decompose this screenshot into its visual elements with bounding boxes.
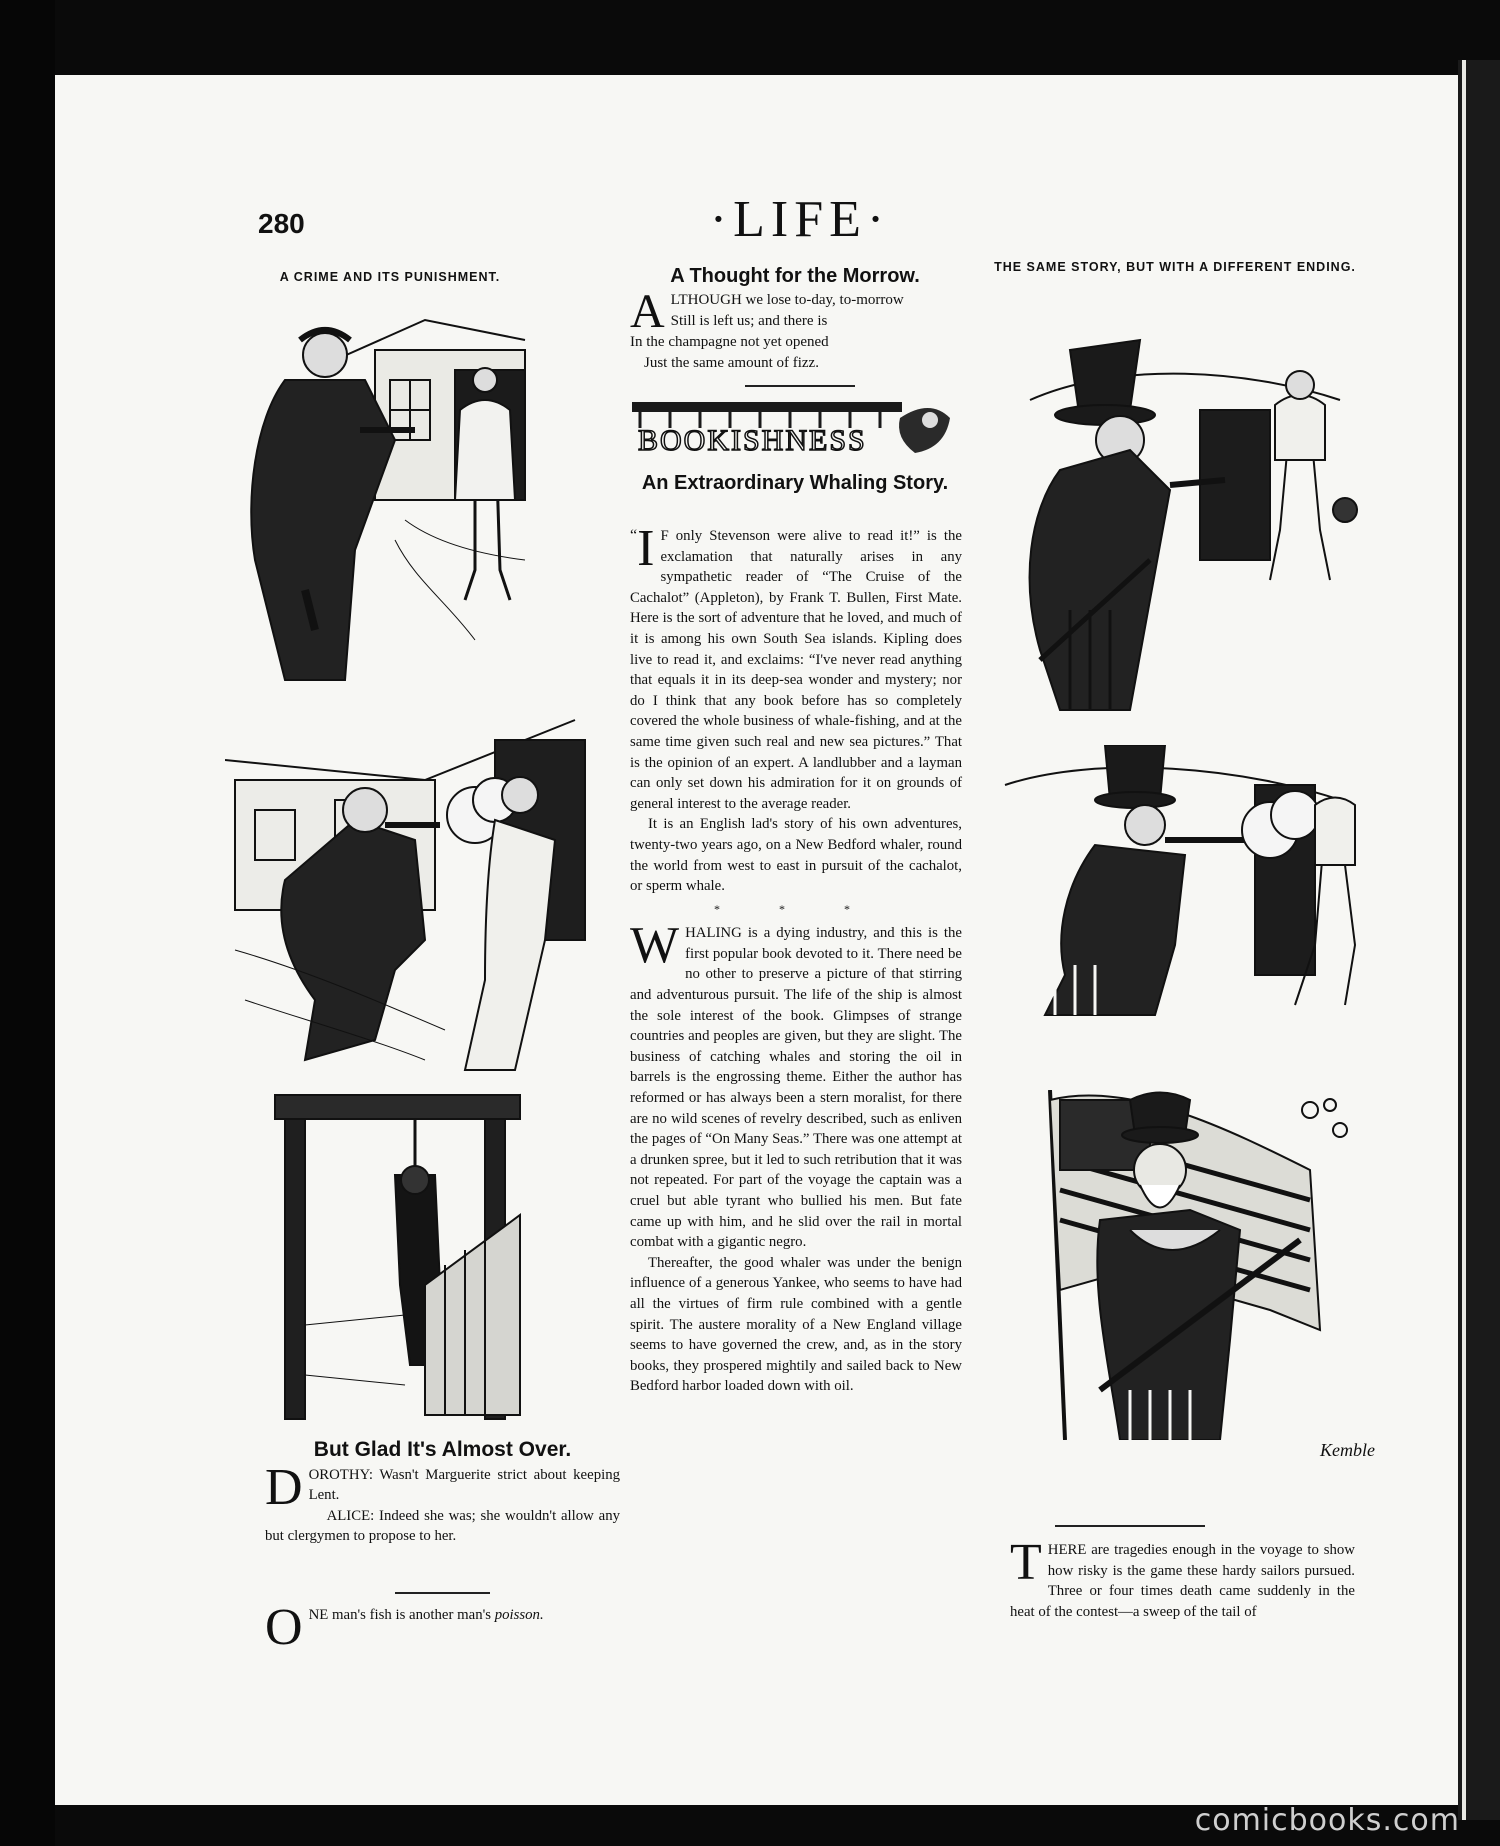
article-paragraph-3: [630, 917, 962, 1253]
speaker-dorothy: OROTHY:: [308, 1466, 373, 1483]
illustration-crime-panel-3: [265, 1085, 535, 1430]
watermark: comicbooks.com: [1194, 1803, 1460, 1838]
joke-text: man's fish is another man's: [328, 1607, 495, 1623]
quote-mark: “: [630, 527, 638, 544]
section-stars: * * *: [714, 901, 878, 916]
joke-italic: poisson.: [494, 1607, 544, 1623]
artist-signature: Kemble: [1320, 1440, 1375, 1460]
dropcap-w: W: [630, 917, 680, 975]
article-paragraph-4: Thereafter, the good whaler was under the benign influence of a generous Yankee, who seems to have had all the virtues of firm rule combined with a gentle spirit. The austere morality of a New England village seems to have governed the crew, and, as in the story books, they prospered mightily and sailed back to New Bedford harbor loaded down with oil.: [630, 1254, 962, 1395]
paragraph-1-text: F only Stevenson were alive to read it!” is the exclamation that naturally arises in any sympathetic reader of “The Cruise of the Cachalot” (Appleton), by Frank T. Bullen, First Mate. Here is the sort of adventure that he loved, and much of it is among his own South Sea islands. Kipling does live to read it, and exclaims: “I've never read anything that equals it in its deep-sea wonder and mystery; nor do I think that any book before has so completely covered the whole business of whale-fishing, and at the same time given such real and new sea pictures.” That is the opinion of an expert. A landlubber and a layman can only set down his admiration for it on grounds of general interest to the average reader.: [630, 528, 962, 812]
joke-headline: But Glad It's Almost Over.: [313, 1438, 572, 1461]
dropcap-a: A: [630, 285, 665, 338]
left-column-text: [265, 1440, 620, 1547]
illustration-crime-panel-1: [245, 300, 535, 690]
poem-line-1: LTHOUGH we lose to-day, to-morrow: [670, 292, 904, 308]
page-number: 280: [258, 208, 305, 239]
illustration-uncle-sam-panel-2: [995, 745, 1365, 1020]
right-panels-caption: THE SAME STORY, BUT WITH A DIFFERENT ENDING.: [994, 260, 1356, 274]
masthead-title: ·LIFE·: [709, 191, 891, 248]
article-paragraph-2: It is an English lad's story of his own adventures, twenty-two years ago, on a New Bedford whaler, round the world from west to east in pursuit of the cachalot, or sperm whale.: [630, 816, 962, 895]
article-title: An Extraordinary Whaling Story.: [641, 472, 949, 494]
joke-fish: [265, 1599, 620, 1656]
dropcap-i: I: [637, 520, 655, 577]
speaker-alice: ALICE:: [326, 1507, 375, 1524]
joke-lead: NE: [308, 1607, 329, 1623]
dropcap-d: D: [265, 1458, 303, 1516]
line-alice: Indeed she was; she wouldn't allow any but clergymen to propose to her.: [265, 1507, 620, 1545]
poem-title: A Thought for the Morrow.: [670, 265, 920, 287]
illustration-uncle-sam-panel-1: [1000, 330, 1360, 720]
separator-rule: [395, 1592, 490, 1594]
article-paragraph-1: [630, 520, 962, 814]
separator-rule: [745, 385, 855, 387]
right-paragraph-text: HERE are tragedies enough in the voyage to show how risky is the game these hardy sailors pursued. Three or four times death came suddenly in the heat of the contest—a sweep of the tail of: [1010, 1542, 1355, 1620]
illustration-uncle-sam-panel-3: [1010, 1090, 1360, 1440]
dialogue-alice: [265, 1506, 620, 1547]
line-dorothy: Wasn't Marguerite strict about keeping Lent.: [308, 1466, 620, 1504]
next-page-edge: [1462, 60, 1466, 1820]
right-column-text: [1010, 1534, 1355, 1622]
dropcap-t: T: [1010, 1534, 1042, 1591]
scan-border-left: [0, 0, 55, 1846]
dropcap-o: O: [265, 1599, 303, 1656]
poem: [630, 285, 960, 374]
bookishness-banner: [630, 398, 960, 460]
left-panels-caption: A CRIME AND ITS PUNISHMENT.: [279, 270, 501, 284]
paragraph-3-text: HALING is a dying industry, and this is the first popular book devoted to it. There need be no other to preserve a picture of that stirring and adventurous pursuit. The life of the ship is almost the sole interest of the book. Glimpses of strange countries and peoples are given, but they are slight. The business of catching whales and storing the oil in barrels is the engrossing theme. Either the author has reformed or has always been a stern moralist, for there are no wild scenes of revelry described, such as enliven the pages of “On Many Seas.” There was one attempt at a drunken spree, but it led to such retribution that it was not repeated. For part of the voyage the captain was a cruel but able tyrant who bullied his men. But fate came up with him, and he slid over the rail in mortal combat with a gigantic negro.: [630, 925, 962, 1251]
poem-line-3: In the champagne not yet opened: [630, 334, 829, 350]
poem-line-4: Just the same amount of fizz.: [644, 355, 819, 371]
separator-rule: [1055, 1525, 1205, 1527]
article-body: [630, 520, 962, 1397]
banner-text: BOOKISHNESS: [638, 424, 867, 457]
illustration-crime-panel-2: [225, 700, 595, 1080]
poem-line-2: Still is left us; and there is: [670, 313, 828, 329]
